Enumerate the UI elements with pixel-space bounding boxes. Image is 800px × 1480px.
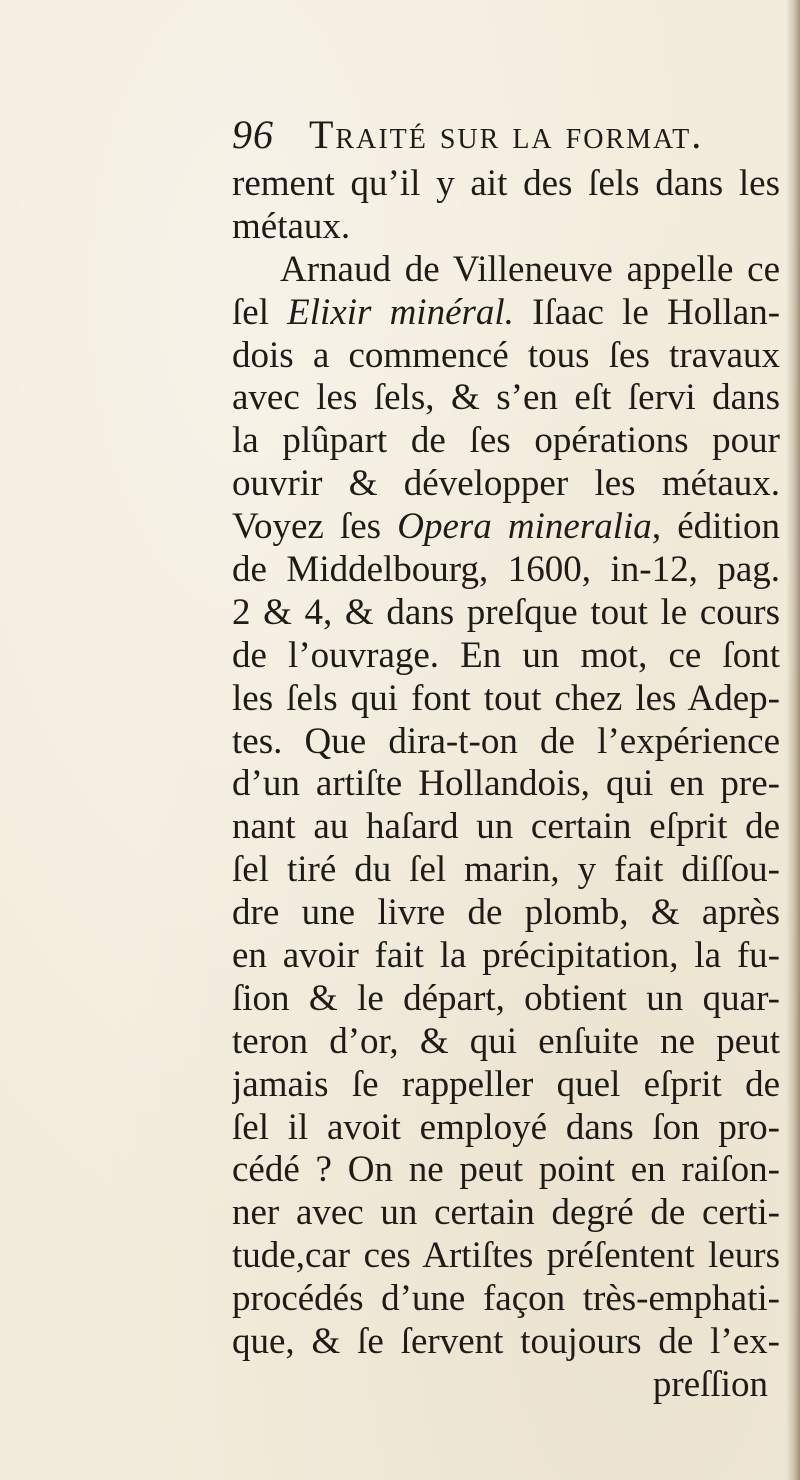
text-line: tes. Que dira-t-on de l’expérience	[232, 720, 780, 762]
text-line: rement qu’il y ait des ſels dans les	[232, 163, 780, 204]
text-line: dois a commencé tous ſes travaux	[232, 334, 780, 376]
italic-title: Opera mineralia	[397, 506, 652, 548]
text-line: ſel il avoit employé dans ſon pro-	[232, 1106, 780, 1148]
text-line	[232, 506, 780, 549]
text-line: tude,car ces Artiſtes préſentent leurs	[232, 1235, 780, 1277]
running-title: Traité sur la format.	[309, 112, 704, 157]
running-header	[232, 105, 772, 165]
text-line: dre une livre de plomb, & après	[232, 892, 780, 934]
text-line: procédés d’une façon très-emphati-	[232, 1278, 780, 1320]
text-line: cédé ? On ne peut point en raiſon-	[232, 1149, 780, 1191]
text-line: ſel tiré du ſel marin, y fait diſſou-	[232, 849, 780, 891]
text-run: Voyez ſes	[232, 506, 398, 548]
text-line	[232, 292, 780, 335]
text-line: que, & ſe ſervent toujours de l’ex-	[232, 1321, 780, 1363]
text-line: de l’ouvrage. En un mot, ce ſont	[232, 634, 780, 676]
text-line: ner avec un certain degré de certi-	[232, 1192, 780, 1234]
text-line: 2 & 4, & dans preſque tout le cours	[232, 591, 780, 633]
text-line: jamais ſe rappeller quel eſprit de	[232, 1063, 780, 1105]
page-edge-shadow	[786, 0, 800, 1480]
text-line: Arnaud de Villeneuve appelle ce	[280, 248, 780, 290]
text-line: les ſels qui font tout chez les Adep-	[232, 677, 780, 719]
body-text	[232, 163, 780, 1407]
text-run: ſel	[232, 291, 288, 333]
italic-title: Elixir minéral.	[287, 291, 514, 333]
text-line: ouvrir & développer les métaux.	[232, 463, 780, 505]
text-line: nant au haſard un certain eſprit de	[232, 806, 780, 848]
text-line: en avoir fait la précipitation, la fu-	[232, 935, 780, 977]
text-run: Iſaac le Hollan-	[513, 291, 780, 333]
text-line: d’un artiſte Hollandois, qui en pre-	[232, 763, 780, 805]
text-line: avec les ſels, & s’en eſt ſervi dans	[232, 377, 780, 419]
page-number: 96	[232, 112, 274, 157]
text-run: , édition	[651, 506, 780, 548]
catchword: preſſion	[652, 1363, 768, 1405]
text-line: de Middelbourg, 1600, in-12, pag.	[232, 549, 780, 591]
text-line: métaux.	[232, 205, 351, 247]
text-line: teron d’or, & qui enſuite ne peut	[232, 1020, 780, 1062]
text-line: la plûpart de ſes opérations pour	[232, 420, 780, 462]
text-line: ſion & le départ, obtient un quar-	[232, 977, 780, 1019]
